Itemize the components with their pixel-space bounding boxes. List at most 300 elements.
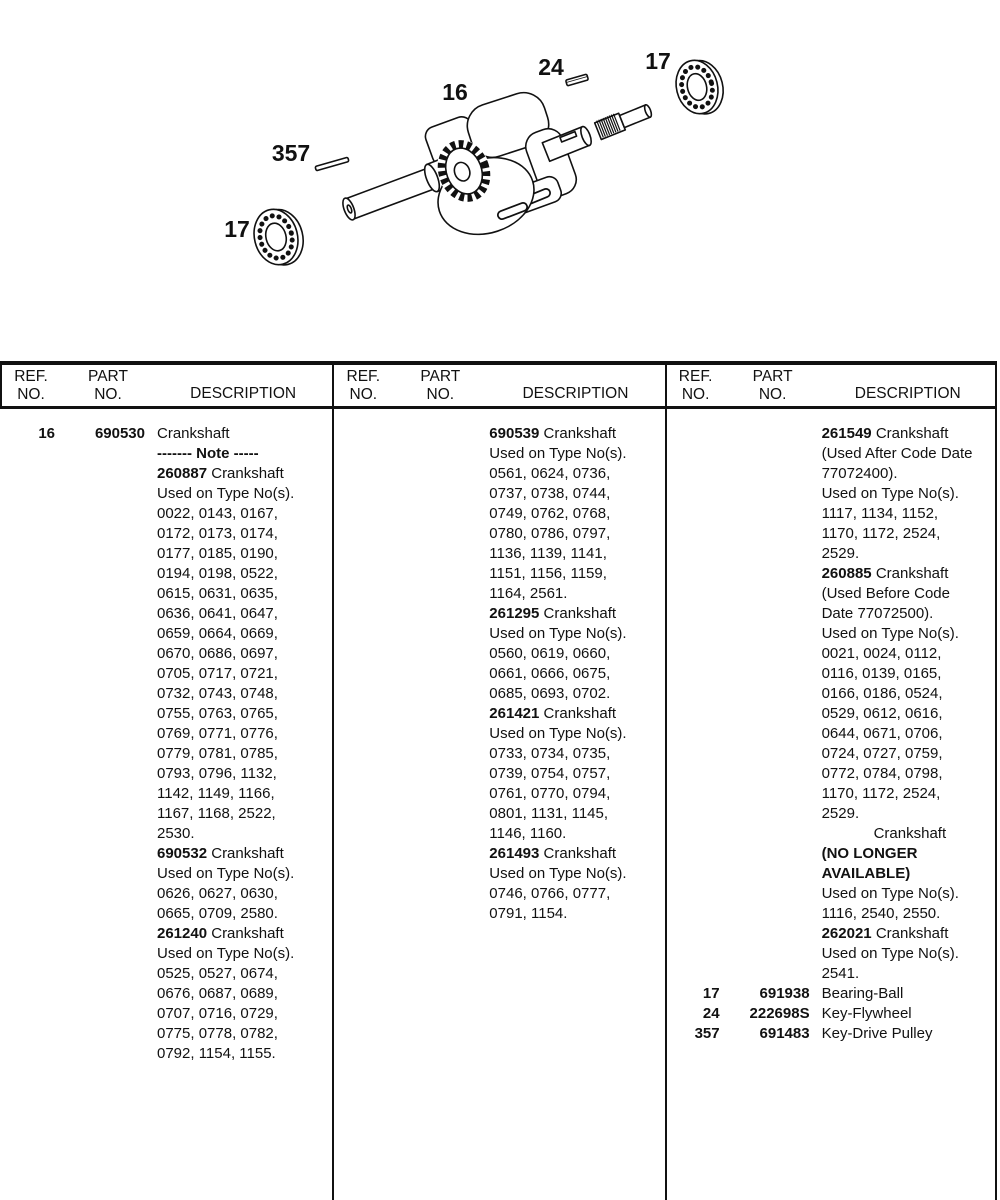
ref-no-cell (665, 504, 720, 524)
description-cell: 1136, 1139, 1141, (489, 545, 607, 562)
description-cell: 0644, 0671, 0706, (821, 725, 943, 742)
ref-no-cell (665, 884, 720, 904)
part-no-cell (55, 884, 145, 904)
part-no-cell (720, 744, 810, 764)
ref-no-cell (0, 444, 55, 464)
part-no-cell (55, 444, 145, 464)
part-no-cell (720, 424, 810, 444)
description-cell: 261240 Crankshaft (157, 925, 284, 942)
table-row (0, 644, 332, 664)
description-cell: 0560, 0619, 0660, (489, 645, 611, 662)
ref-no-cell (332, 664, 387, 684)
description-cell: 0737, 0738, 0744, (489, 485, 611, 502)
part-no-cell (55, 924, 145, 944)
table-row (665, 924, 997, 944)
ref-no-cell (0, 644, 55, 664)
ref-no-cell (0, 744, 55, 764)
ref-no-cell (0, 1044, 55, 1064)
ref-no-cell (0, 844, 55, 864)
table-row (0, 1004, 332, 1024)
description-cell: Used on Type No(s). (157, 945, 295, 962)
table-row (0, 784, 332, 804)
ref-no-cell (665, 624, 720, 644)
table-row (0, 564, 332, 584)
part-no-cell (55, 1044, 145, 1064)
description-cell: 1164, 2561. (489, 585, 568, 602)
table-row (332, 764, 664, 784)
description-cell: Used on Type No(s). (157, 485, 295, 502)
description-cell: 0775, 0778, 0782, (157, 1025, 278, 1042)
part-no-cell (720, 644, 810, 664)
table-row (665, 1004, 997, 1024)
description-cell: 0194, 0198, 0522, (157, 565, 278, 582)
ref-no-cell (0, 484, 55, 504)
ref-no-cell (332, 864, 387, 884)
table-row (0, 444, 332, 464)
part-no-cell (720, 524, 810, 544)
table-row (665, 484, 997, 504)
ref-no-header: REF. NO. (346, 368, 381, 403)
table-row (0, 464, 332, 484)
part-no-cell (720, 764, 810, 784)
description-cell: 2529. (821, 805, 860, 822)
part-no-cell: 690530 (94, 425, 145, 442)
part-no-cell (55, 704, 145, 724)
table-row (332, 744, 664, 764)
table-column-3 (665, 424, 997, 1064)
ref-no-cell (665, 964, 720, 984)
part-label-bearing-left: 17 (224, 216, 250, 242)
ref-no-cell (332, 724, 387, 744)
description-cell: Used on Type No(s). (821, 625, 959, 642)
table-row (0, 1024, 332, 1044)
ref-no-cell (665, 444, 720, 464)
table-row (0, 684, 332, 704)
part-no-cell (387, 704, 477, 724)
part-no-cell (387, 904, 477, 924)
part-no-cell (55, 584, 145, 604)
description-cell: 261421 Crankshaft (489, 705, 617, 722)
part-no-cell (720, 824, 810, 844)
part-no-cell (55, 624, 145, 644)
description-cell: 0755, 0763, 0765, (157, 705, 278, 722)
table-row (0, 864, 332, 884)
ref-no-cell (0, 544, 55, 564)
ref-no-cell (665, 424, 720, 444)
part-no-cell (55, 484, 145, 504)
table-column-1 (0, 424, 332, 1064)
description-cell: Used on Type No(s). (821, 485, 959, 502)
part-no-cell (387, 444, 477, 464)
header-col-2 (332, 366, 664, 404)
part-no-cell (387, 784, 477, 804)
table-row (332, 564, 664, 584)
table-row (332, 784, 664, 804)
table-row (332, 624, 664, 644)
table-row (0, 1044, 332, 1064)
parts-table-header (0, 366, 997, 404)
ref-no-cell (0, 684, 55, 704)
description-cell: Crankshaft (157, 425, 230, 442)
table-row (0, 664, 332, 684)
description-cell: 0769, 0771, 0776, (157, 725, 278, 742)
table-row (665, 904, 997, 924)
parts-table-body (0, 424, 997, 1064)
ref-no-cell (332, 764, 387, 784)
ref-no-cell (665, 764, 720, 784)
ref-no-cell (0, 824, 55, 844)
ref-no-cell (665, 464, 720, 484)
ref-no-cell (665, 864, 720, 884)
ref-no-cell (665, 644, 720, 664)
table-row (0, 984, 332, 1004)
description-cell: (Used After Code Date (821, 445, 973, 462)
table-row (665, 764, 997, 784)
ref-no-cell (665, 704, 720, 724)
ref-no-cell (0, 704, 55, 724)
description-cell: Used on Type No(s). (489, 445, 627, 462)
ref-no-header: REF. NO. (14, 368, 48, 403)
table-row (332, 484, 664, 504)
crankshaft-drawing (340, 87, 652, 246)
table-row (332, 804, 664, 824)
ref-no-cell (332, 684, 387, 704)
ref-no-cell (332, 884, 387, 904)
table-row (0, 504, 332, 524)
table-row (665, 784, 997, 804)
ref-no-cell (0, 784, 55, 804)
table-row (665, 444, 997, 464)
description-cell: 0525, 0527, 0674, (157, 965, 278, 982)
part-no-cell (720, 944, 810, 964)
ref-no-cell (332, 464, 387, 484)
description-cell: 1170, 1172, 2524, (821, 525, 941, 542)
ref-no-cell (665, 844, 720, 864)
part-label-key-flywheel: 24 (538, 54, 564, 80)
ref-no-cell (0, 924, 55, 944)
part-no-cell (720, 704, 810, 724)
part-no-cell (55, 644, 145, 664)
ref-no-cell (665, 904, 720, 924)
description-cell: (Used Before Code (821, 585, 950, 602)
table-row (332, 544, 664, 564)
table-row (332, 884, 664, 904)
part-no-cell (720, 964, 810, 984)
description-cell: 690532 Crankshaft (157, 845, 284, 862)
table-row (332, 504, 664, 524)
table-row (665, 824, 997, 844)
table-row (665, 724, 997, 744)
part-no-cell (720, 724, 810, 744)
part-no-cell (387, 504, 477, 524)
part-no-cell (720, 924, 810, 944)
description-cell: 0733, 0734, 0735, (489, 745, 611, 762)
ref-no-cell (665, 744, 720, 764)
table-row (332, 724, 664, 744)
ref-no-cell (0, 984, 55, 1004)
bearing-drawing-left (248, 203, 308, 270)
table-row (0, 844, 332, 864)
table-row (665, 684, 997, 704)
part-no-cell (55, 664, 145, 684)
ref-no-cell (332, 744, 387, 764)
description-cell: 261295 Crankshaft (489, 605, 617, 622)
table-row (665, 944, 997, 964)
description-cell: 0659, 0664, 0669, (157, 625, 278, 642)
table-row (665, 984, 997, 1004)
description-cell: 0792, 1154, 1155. (157, 1045, 276, 1062)
description-cell: 260885 Crankshaft (821, 565, 949, 582)
part-no-cell (720, 504, 810, 524)
ref-no-cell: 357 (694, 1025, 720, 1042)
ref-no-cell (0, 864, 55, 884)
table-row (665, 664, 997, 684)
table-row (332, 824, 664, 844)
description-header: DESCRIPTION (522, 385, 629, 402)
description-cell: 0685, 0693, 0702. (489, 685, 611, 702)
part-no-cell (387, 424, 477, 444)
description-header: DESCRIPTION (854, 385, 961, 402)
ref-no-cell (665, 684, 720, 704)
description-cell: 0739, 0754, 0757, (489, 765, 611, 782)
table-row (332, 704, 664, 724)
ref-no-cell (665, 524, 720, 544)
table-row (332, 424, 664, 444)
ref-no-cell (665, 604, 720, 624)
part-no-cell (387, 884, 477, 904)
ref-no-cell (0, 604, 55, 624)
description-cell: 0021, 0024, 0112, (821, 645, 942, 662)
part-no-cell (387, 664, 477, 684)
description-cell: 0791, 1154. (489, 905, 568, 922)
table-row (665, 744, 997, 764)
part-no-header: PART NO. (752, 368, 793, 403)
ref-no-cell (332, 784, 387, 804)
part-no-cell (55, 784, 145, 804)
ref-no-cell (332, 484, 387, 504)
ref-no-cell (332, 804, 387, 824)
description-cell: 2530. (157, 825, 195, 842)
ref-no-cell (332, 564, 387, 584)
ref-no-cell (0, 664, 55, 684)
part-no-cell (720, 864, 810, 884)
table-row (332, 604, 664, 624)
part-label-key-drive-pulley: 357 (271, 140, 311, 166)
ref-no-cell (665, 584, 720, 604)
part-label-crankshaft: 16 (442, 79, 468, 105)
table-column-2 (332, 424, 664, 1064)
description-cell: 77072400). (821, 465, 898, 482)
part-no-header: PART NO. (88, 368, 128, 403)
description-cell: 1142, 1149, 1166, (157, 785, 275, 802)
description-cell: 0676, 0687, 0689, (157, 985, 278, 1002)
parts-diagram (0, 0, 1000, 358)
part-no-cell (720, 444, 810, 464)
table-row (665, 424, 997, 444)
ref-no-cell: 16 (38, 425, 55, 442)
table-row (665, 644, 997, 664)
ref-no-cell (0, 564, 55, 584)
part-no-cell (387, 524, 477, 544)
table-row (0, 604, 332, 624)
description-cell: 1151, 1156, 1159, (489, 565, 607, 582)
table-row (0, 804, 332, 824)
part-no-cell (55, 1004, 145, 1024)
description-cell: 0172, 0173, 0174, (157, 525, 278, 542)
table-row (665, 464, 997, 484)
ref-no-cell (332, 444, 387, 464)
part-no-cell (387, 544, 477, 564)
ref-no-cell (0, 884, 55, 904)
part-no-cell (387, 604, 477, 624)
part-no-cell (387, 744, 477, 764)
ref-no-cell (0, 524, 55, 544)
description-cell: Date 77072500). (821, 605, 934, 622)
description-cell: 0780, 0786, 0797, (489, 525, 611, 542)
table-row (665, 1024, 997, 1044)
ref-no-cell (0, 504, 55, 524)
description-cell: 0636, 0641, 0647, (157, 605, 278, 622)
description-cell: 2541. (821, 965, 860, 982)
bearing-drawing-right (671, 55, 729, 120)
description-cell: AVAILABLE) (821, 865, 911, 882)
description-cell: 260887 Crankshaft (157, 465, 284, 482)
ref-no-cell (0, 764, 55, 784)
table-row (0, 744, 332, 764)
table-row (665, 704, 997, 724)
table-row (0, 584, 332, 604)
description-cell: 0707, 0716, 0729, (157, 1005, 278, 1022)
table-row (665, 804, 997, 824)
description-cell: 0529, 0612, 0616, (821, 705, 943, 722)
part-no-cell: 222698S (749, 1005, 810, 1022)
part-no-cell (55, 684, 145, 704)
table-row (665, 544, 997, 564)
part-no-cell (720, 684, 810, 704)
part-no-cell (720, 484, 810, 504)
ref-no-cell (332, 644, 387, 664)
description-cell: Used on Type No(s). (489, 725, 627, 742)
part-no-cell (720, 884, 810, 904)
table-row (0, 724, 332, 744)
ref-no-cell (332, 504, 387, 524)
ref-no-cell (665, 724, 720, 744)
description-cell: Used on Type No(s). (489, 865, 627, 882)
part-no-cell (55, 724, 145, 744)
part-no-cell (720, 624, 810, 644)
part-no-cell (387, 844, 477, 864)
table-row (0, 424, 332, 444)
description-cell: 0793, 0796, 1132, (157, 765, 277, 782)
description-cell: Bearing-Ball (821, 985, 904, 1002)
description-cell: 0761, 0770, 0794, (489, 785, 611, 802)
part-no-cell (387, 724, 477, 744)
ref-no-cell (332, 524, 387, 544)
ref-no-cell (332, 624, 387, 644)
ref-no-cell (665, 924, 720, 944)
ref-no-cell (0, 584, 55, 604)
table-row (665, 884, 997, 904)
description-cell: 261493 Crankshaft (489, 845, 617, 862)
description-cell: Used on Type No(s). (821, 945, 959, 962)
description-header: DESCRIPTION (190, 385, 297, 402)
table-row (665, 584, 997, 604)
table-row (0, 624, 332, 644)
part-no-cell (55, 984, 145, 1004)
part-no-cell (387, 484, 477, 504)
part-no-cell (55, 824, 145, 844)
table-row (332, 664, 664, 684)
part-no-cell: 691938 (759, 985, 810, 1002)
ref-no-cell (0, 1004, 55, 1024)
description-cell: 0724, 0727, 0759, (821, 745, 943, 762)
ref-no-cell (665, 944, 720, 964)
part-no-cell (55, 744, 145, 764)
part-no-cell (55, 464, 145, 484)
table-row (0, 924, 332, 944)
part-no-cell: 691483 (759, 1025, 810, 1042)
description-cell: 0166, 0186, 0524, (821, 685, 943, 702)
ref-no-cell (0, 464, 55, 484)
table-row (332, 844, 664, 864)
part-no-cell (720, 564, 810, 584)
table-row (0, 524, 332, 544)
part-no-cell (387, 464, 477, 484)
table-row (0, 544, 332, 564)
description-cell: 1167, 1168, 2522, (157, 805, 276, 822)
description-cell: 1116, 2540, 2550. (821, 905, 941, 922)
part-no-cell (55, 904, 145, 924)
part-no-cell (720, 544, 810, 564)
part-no-cell (55, 764, 145, 784)
table-row (665, 524, 997, 544)
description-cell: Key-Flywheel (821, 1005, 912, 1022)
table-row (332, 444, 664, 464)
ref-no-cell (332, 544, 387, 564)
ref-no-cell: 24 (702, 1005, 720, 1022)
description-cell: 0732, 0743, 0748, (157, 685, 278, 702)
description-cell: ------- Note ----- (157, 445, 259, 462)
table-top-rule (0, 361, 997, 365)
ref-no-cell (332, 844, 387, 864)
table-row (0, 484, 332, 504)
description-cell: 0561, 0624, 0736, (489, 465, 611, 482)
part-no-cell (55, 604, 145, 624)
ref-no-cell (665, 824, 720, 844)
part-no-cell (720, 464, 810, 484)
description-cell: Key-Drive Pulley (821, 1025, 933, 1042)
table-row (0, 704, 332, 724)
table-row (0, 944, 332, 964)
table-row (0, 884, 332, 904)
table-row (0, 764, 332, 784)
table-row (665, 604, 997, 624)
description-cell: 261549 Crankshaft (821, 425, 949, 442)
part-no-cell (387, 764, 477, 784)
ref-no-cell (665, 544, 720, 564)
description-cell: Used on Type No(s). (821, 885, 959, 902)
ref-no-cell (665, 664, 720, 684)
table-row (332, 584, 664, 604)
part-no-cell (55, 844, 145, 864)
description-cell: 0661, 0666, 0675, (489, 665, 611, 682)
part-no-cell (387, 624, 477, 644)
table-row (665, 964, 997, 984)
description-cell: 0665, 0709, 2580. (157, 905, 278, 922)
ref-no-cell (0, 964, 55, 984)
table-row (332, 864, 664, 884)
table-row (0, 824, 332, 844)
